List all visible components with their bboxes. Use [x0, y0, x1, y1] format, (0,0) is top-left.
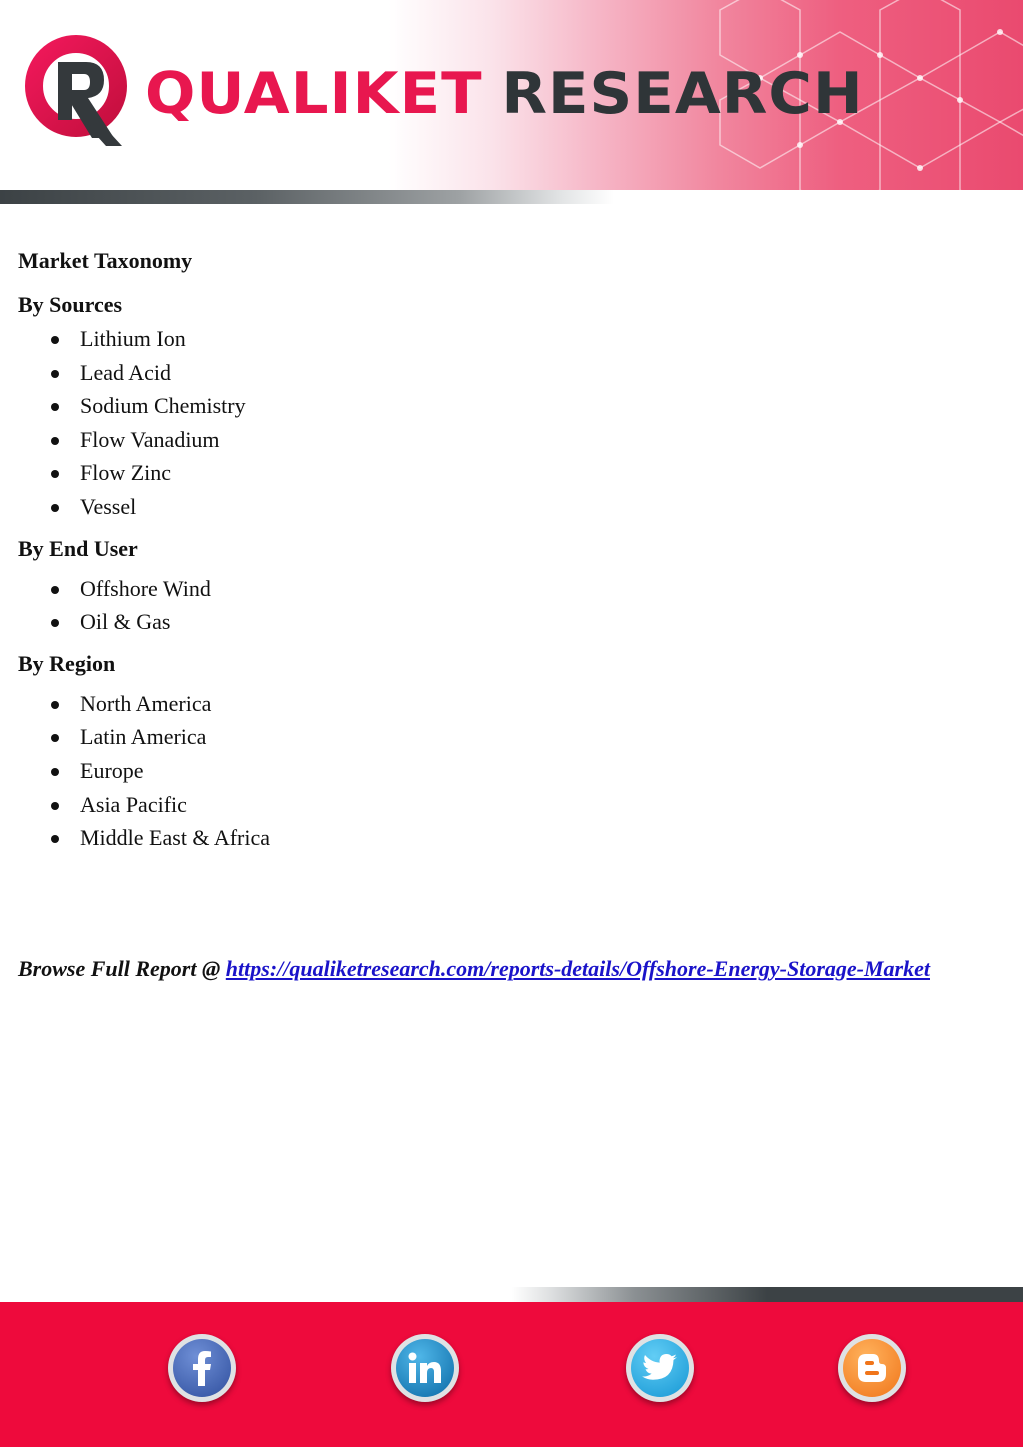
list-item [18, 423, 1008, 457]
facebook-icon [173, 1339, 231, 1397]
list-item-text: Lithium Ion [80, 326, 186, 351]
list-item-text: Offshore Wind [80, 575, 211, 601]
bullet-icon [51, 437, 59, 445]
footer-divider [0, 1287, 1023, 1302]
facebook-button[interactable] [168, 1334, 236, 1402]
bullet-icon [51, 504, 59, 512]
list-item [18, 605, 1008, 639]
twitter-icon [631, 1339, 689, 1397]
blogger-icon [843, 1339, 901, 1397]
list-item-text: Asia Pacific [80, 791, 187, 817]
bullet-icon [51, 619, 59, 627]
blogger-button[interactable] [838, 1334, 906, 1402]
section-heading-region: By Region [18, 650, 116, 676]
bullet-icon [51, 470, 59, 478]
list-item [18, 821, 1008, 855]
browse-full-report [18, 954, 1008, 984]
list-item [18, 687, 1008, 721]
sources-list [18, 322, 1008, 524]
bullet-icon [51, 734, 59, 742]
header-divider [0, 190, 1023, 204]
bullet-icon [51, 768, 59, 776]
bullet-icon [51, 370, 59, 378]
bullet-icon [51, 835, 59, 843]
linkedin-button[interactable] [391, 1334, 459, 1402]
qualiket-logo-icon [22, 32, 134, 150]
region-list [18, 687, 1008, 855]
page-header [0, 0, 1023, 190]
list-item [18, 356, 1008, 390]
list-item [18, 720, 1008, 754]
list-item-text: Middle East & Africa [80, 825, 271, 851]
list-item [18, 572, 1008, 606]
linkedin-icon [396, 1339, 454, 1397]
section-heading-end-user: By End User [18, 535, 138, 561]
section-heading-sources: By Sources [18, 292, 123, 317]
list-item [18, 456, 1008, 490]
list-item-text: Oil & Gas [80, 609, 171, 635]
taxonomy-content [18, 244, 1008, 855]
list-item-text: Flow Zinc [80, 460, 172, 486]
list-item [18, 754, 1008, 788]
list-item [18, 788, 1008, 822]
bullet-icon [51, 586, 59, 594]
bullet-icon [51, 802, 59, 810]
list-item-text: Flow Vanadium [80, 426, 220, 452]
list-item-text: Sodium Chemistry [80, 393, 246, 419]
bullet-icon [51, 701, 59, 709]
list-item-text: North America [80, 690, 212, 716]
bullet-icon [51, 403, 59, 411]
list-item-text: Lead Acid [80, 359, 172, 385]
list-item [18, 389, 1008, 423]
list-item-text: Europe [80, 757, 144, 783]
list-item-text: Vessel [80, 493, 137, 519]
brand-word-qualiket: QUALIKET [145, 61, 483, 127]
report-link[interactable]: https://qualiketresearch.com/reports-details/Offshore-Energy-Storage-Market [225, 956, 930, 981]
list-item [18, 322, 1008, 356]
bullet-icon [51, 336, 59, 344]
browse-label: Browse Full Report @ [18, 956, 226, 981]
taxonomy-title: Market Taxonomy [18, 248, 193, 273]
list-item-text: Latin America [80, 724, 207, 750]
twitter-button[interactable] [626, 1334, 694, 1402]
brand-name [145, 62, 864, 126]
brand-word-research: RESEARCH [501, 61, 864, 127]
list-item [18, 490, 1008, 524]
end-user-list [18, 572, 1008, 639]
